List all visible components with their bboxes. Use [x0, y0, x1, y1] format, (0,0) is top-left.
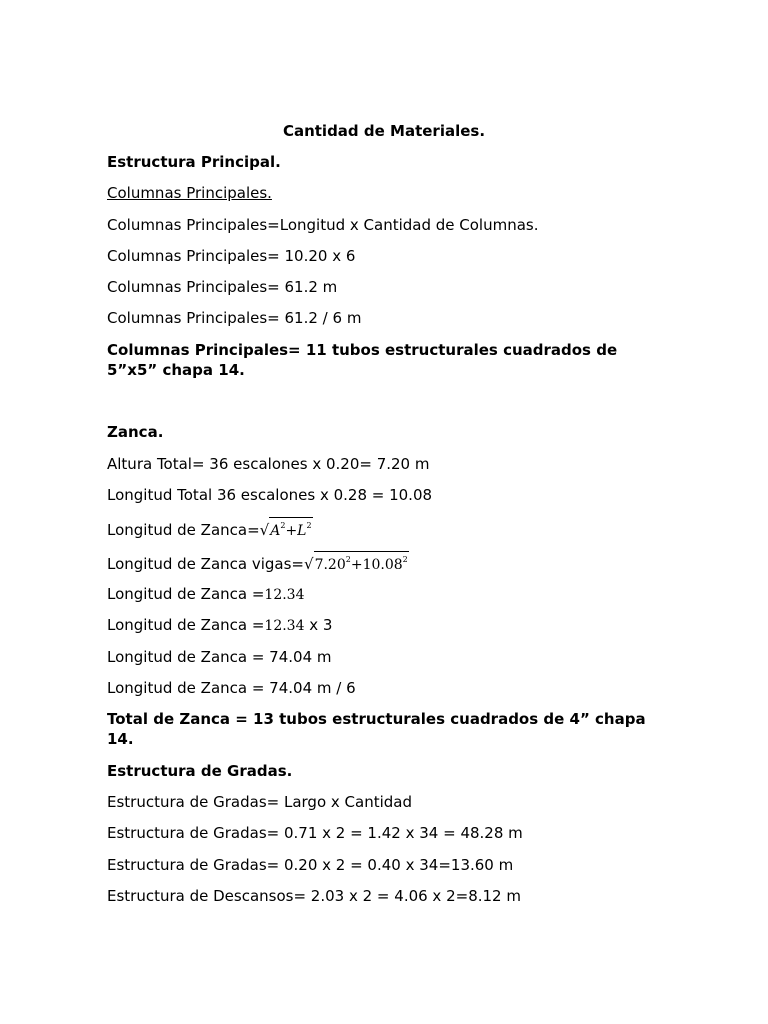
gradas-line-3: Estructura de Gradas= 0.20 x 2 = 0.40 x 34=13.60 m	[107, 856, 514, 874]
zanca-line-8: Longitud de Zanca = 74.04 m / 6	[107, 679, 356, 697]
columnas-line-3: Columnas Principales= 61.2 m	[107, 278, 338, 296]
zanca-formula-line	[107, 517, 313, 540]
zanca-line-1: Altura Total= 36 escalones x 0.20= 7.20 m	[107, 455, 430, 473]
columnas-line-1: Columnas Principales=Longitud x Cantidad de Columnas.	[107, 216, 539, 234]
sqrt-icon: √	[304, 555, 314, 573]
zanca-line-2: Longitud Total 36 escalones x 0.28 = 10.08	[107, 486, 433, 504]
zanca-vigas-radicand: $7.20^2+10.08^2$	[314, 551, 409, 573]
gradas-line-4: Estructura de Descansos= 2.03 x 2 = 4.06 x 2=8.12 m	[107, 887, 521, 905]
zanca-line-7: Longitud de Zanca = 74.04 m	[107, 648, 332, 666]
sqrt-icon: √	[259, 521, 270, 539]
zanca-formula-radicand: $A^2+L^2$	[269, 517, 312, 539]
section-heading-main: Estructura Principal.	[107, 153, 281, 171]
columnas-line-4: Columnas Principales= 61.2 / 6 m	[107, 309, 362, 327]
zanca-line-5: Longitud de Zanca =12.34	[107, 585, 305, 603]
gradas-line-2: Estructura de Gradas= 0.71 x 2 = 1.42 x 34 = 48.28 m	[107, 824, 523, 842]
zanca-result: Total de Zanca = 13 tubos estructurales cuadrados de 4” chapa 14.	[107, 710, 646, 748]
columnas-line-2: Columnas Principales= 10.20 x 6	[107, 247, 356, 265]
page-title: Cantidad de Materiales.	[282, 122, 486, 140]
zanca-formula-label: Longitud de Zanca=	[107, 521, 260, 539]
zanca-value: 12.34	[264, 587, 305, 603]
subheading-gradas: Estructura de Gradas.	[107, 762, 293, 780]
zanca-vigas-label: Longitud de Zanca vigas=	[107, 555, 304, 573]
columnas-result: Columnas Principales= 11 tubos estructurales cuadrados de 5”x5” chapa 14.	[107, 341, 618, 379]
zanca-value: 12.34	[264, 618, 305, 634]
gradas-line-1: Estructura de Gradas= Largo x Cantidad	[107, 793, 412, 811]
zanca-line-6: Longitud de Zanca =12.34 x 3	[107, 616, 333, 634]
subheading-zanca: Zanca.	[107, 423, 164, 441]
subheading-columnas: Columnas Principales.	[107, 184, 272, 202]
zanca-vigas-line	[107, 551, 409, 574]
